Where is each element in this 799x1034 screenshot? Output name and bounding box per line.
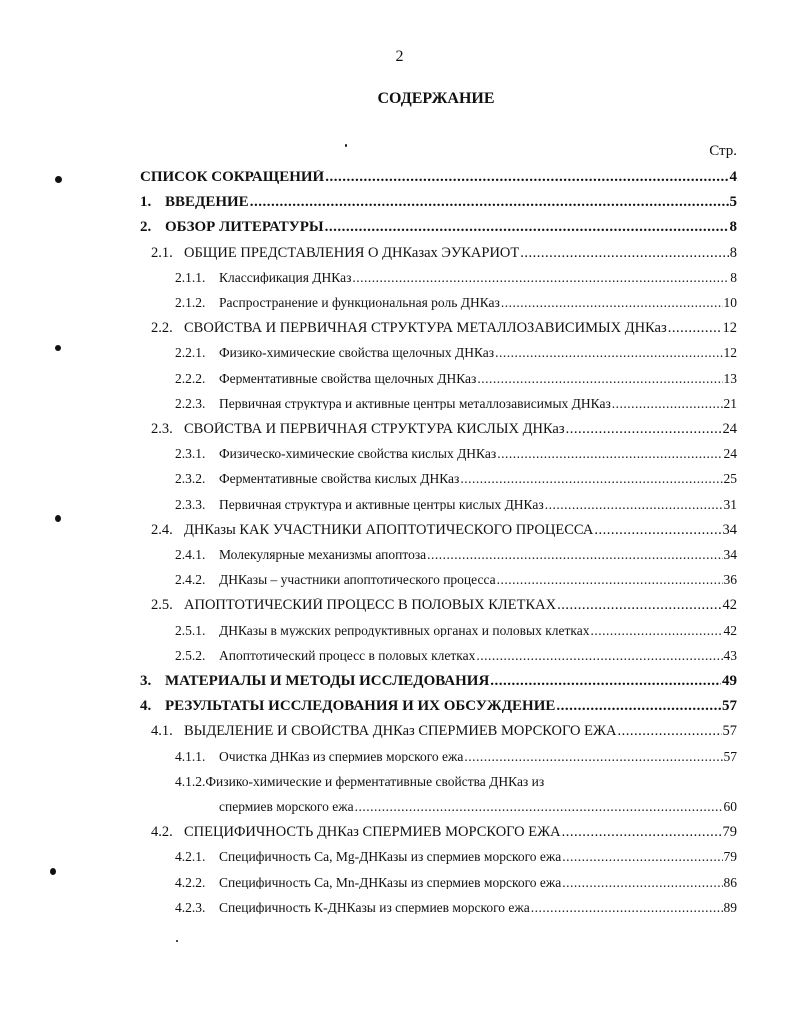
dot-leader <box>476 649 722 663</box>
toc-entry-page: 8 <box>729 220 737 236</box>
toc-entry <box>175 372 737 386</box>
toc-entry-page: 42 <box>722 598 737 613</box>
toc-entry-number: 2.2. <box>151 321 173 336</box>
toc-entry <box>175 472 737 486</box>
toc-entry-title: Специфичность Са, Мg-ДНКазы из спермиев морского ежа <box>219 850 562 864</box>
dot-leader <box>325 170 728 185</box>
toc-entry-number: 3. <box>140 674 152 689</box>
toc-entry-title: ВВЕДЕНИЕ <box>165 195 249 211</box>
dot-leader <box>355 800 723 814</box>
toc-entry-page: 8 <box>729 245 737 261</box>
dot-leader <box>501 296 723 310</box>
toc-entry-page: 57 <box>722 699 737 715</box>
dot-leader <box>427 548 722 562</box>
toc-entry <box>151 321 737 336</box>
dot-leader <box>566 422 722 437</box>
dot-leader <box>325 220 729 235</box>
dot-leader <box>250 195 729 210</box>
toc-entry-number: 2.3. <box>151 422 173 437</box>
toc-entry-title: ДНКазы в мужских репродуктивных органах и половых клетках <box>219 623 590 638</box>
toc-entry-number: 1. <box>140 195 152 211</box>
toc-entry-title: Ферментативные свойства кислых ДНКаз <box>219 472 460 486</box>
dot-leader <box>557 598 721 613</box>
toc-entry <box>140 699 737 714</box>
toc-entry-page: 57 <box>722 724 737 739</box>
scan-speck <box>55 345 61 351</box>
toc-entry-title: Ферментативные свойства щелочных ДНКаз <box>219 371 477 386</box>
toc-entry-title: Физическо-химические свойства кислых ДНКаз <box>219 447 497 461</box>
toc-entry <box>175 498 737 512</box>
dot-leader <box>556 699 721 714</box>
toc-entry-title: Очистка ДНКаз из спермиев морского ежа <box>219 749 464 764</box>
dot-leader <box>520 246 729 261</box>
dot-leader <box>497 447 722 461</box>
dot-leader <box>617 724 721 739</box>
toc-entry-first-line <box>175 775 544 789</box>
toc-entry-title: ОБЗОР ЛИТЕРАТУРЫ <box>165 220 324 236</box>
dot-leader <box>477 372 722 386</box>
toc-entry <box>175 649 737 663</box>
toc-entry-page: 12 <box>723 346 737 360</box>
toc-entry-page: 49 <box>722 674 737 689</box>
toc-entry-title: Молекулярные механизмы апоптоза <box>219 548 427 562</box>
toc-entry-page: 43 <box>723 648 737 663</box>
toc-entry-number: 2.4.2. <box>175 573 206 587</box>
toc-entry <box>175 850 737 864</box>
toc-entry-title: Первичная структура и активные центры кислых ДНКаз <box>219 497 544 512</box>
toc-entry-page: 10 <box>723 296 737 310</box>
toc-entry-title: Специфичность К-ДНКазы из спермиев морского ежа <box>219 900 530 915</box>
toc-entry-title: Классификация ДНКаз <box>219 270 352 285</box>
dot-leader <box>668 321 722 336</box>
dot-leader <box>612 397 723 411</box>
toc-entry-page: 8 <box>730 270 737 285</box>
toc-entry-title: ДНКазы – участники апоптотического процесса <box>219 573 496 587</box>
scan-speck <box>176 940 178 942</box>
toc-entry <box>175 876 737 890</box>
toc-entry-page: 5 <box>729 195 737 211</box>
toc-entry <box>140 674 737 689</box>
toc-entry-title: РЕЗУЛЬТАТЫ ИССЛЕДОВАНИЯ И ИХ ОБСУЖДЕНИЕ <box>165 699 556 715</box>
toc-entry <box>175 573 737 587</box>
page-title: СОДЕРЖАНИЕ <box>377 90 495 107</box>
toc-entry-page: 4 <box>729 170 737 185</box>
toc-entry-number: 2.3.2. <box>175 472 206 486</box>
toc-entry-number: 2.3.1. <box>175 447 206 461</box>
toc-entry <box>151 246 737 261</box>
toc-entry <box>219 800 737 814</box>
toc-entry-number: 4.1.1. <box>175 749 206 764</box>
toc-entry-page: 89 <box>723 900 737 915</box>
toc-entry-number: 2. <box>140 220 152 236</box>
toc-entry-title: Физико-химические свойства щелочных ДНКаз <box>219 346 495 360</box>
toc-entry-page: 79 <box>722 825 737 840</box>
toc-entry-number: 4. <box>140 699 152 715</box>
toc-entry-number: 4.2.2. <box>175 875 206 890</box>
toc-entry-number: 2.1. <box>151 245 173 261</box>
toc-entry-page: 13 <box>723 371 737 386</box>
toc-entry-number: 2.4. <box>151 522 173 538</box>
toc-entry-page: 31 <box>723 497 737 512</box>
toc-entry-title: ОБЩИЕ ПРЕДСТАВЛЕНИЯ О ДНКазах ЭУКАРИОТ <box>184 245 520 261</box>
toc-entry <box>175 271 737 285</box>
toc-entry-number: 2.1.2. <box>175 296 206 310</box>
toc-entry-number: 4.1. <box>151 724 173 739</box>
dot-leader <box>594 523 721 538</box>
toc-entry-title: МАТЕРИАЛЫ И МЕТОДЫ ИССЛЕДОВАНИЯ <box>165 674 490 689</box>
toc-entry <box>175 750 737 764</box>
toc-entry-page: 34 <box>722 522 737 538</box>
toc-entry-title: СПИСОК СОКРАЩЕНИЙ <box>140 170 325 185</box>
toc-entry <box>175 397 737 411</box>
toc-entry-page: 12 <box>722 321 737 336</box>
scan-speck <box>50 868 56 875</box>
toc-entry-page: 24 <box>723 447 737 461</box>
toc-entry-title: СВОЙСТВА И ПЕРВИЧНАЯ СТРУКТУРА МЕТАЛЛОЗАВИСИМЫХ ДНКаз <box>184 321 667 336</box>
toc-entry <box>151 523 737 538</box>
dot-leader <box>495 346 722 360</box>
dot-leader <box>460 472 722 486</box>
toc-entry <box>140 195 737 210</box>
page-column-label: Стр. <box>709 143 737 159</box>
toc-entry-title: СВОЙСТВА И ПЕРВИЧНАЯ СТРУКТУРА КИСЛЫХ ДНКаз <box>184 422 565 437</box>
toc-entry-number: 4.2.3. <box>175 900 206 915</box>
dot-leader <box>562 876 722 890</box>
toc-entry <box>151 422 737 437</box>
toc-entry-title: ДНКазы КАК УЧАСТНИКИ АПОПТОТИЧЕСКОГО ПРОЦЕССА <box>184 522 594 538</box>
toc-entry-page: 36 <box>723 573 737 587</box>
dot-leader <box>562 850 722 864</box>
scan-speck <box>345 144 347 147</box>
toc-entry <box>175 901 737 915</box>
toc-entry-title: Апоптотический процесс в половых клетках <box>219 648 476 663</box>
toc-entry-title: Специфичность Са, Мn-ДНКазы из спермиев морского ежа <box>219 875 562 890</box>
toc-entry-number: 2.2.1. <box>175 346 206 360</box>
toc-entry-number: 2.4.1. <box>175 548 206 562</box>
toc-entry <box>151 598 737 613</box>
dot-leader <box>591 624 723 638</box>
toc-entry-page: 57 <box>723 749 737 764</box>
toc-entry-title: СПЕЦИФИЧНОСТЬ ДНКаз СПЕРМИЕВ МОРСКОГО ЕЖА <box>184 825 561 840</box>
toc-entry <box>140 220 737 235</box>
toc-entry-title: Физико-химические и ферментативные свойства ДНКаз из <box>205 773 545 789</box>
dot-leader <box>497 573 723 587</box>
toc-entry <box>175 447 737 461</box>
dot-leader <box>352 271 729 285</box>
toc-entry-title: АПОПТОТИЧЕСКИЙ ПРОЦЕСС В ПОЛОВЫХ КЛЕТКАХ <box>184 598 557 613</box>
toc-entry-page: 25 <box>723 472 737 486</box>
toc-entry <box>175 624 737 638</box>
toc-entry-number: 4.1.2. <box>175 773 206 789</box>
toc-entry-page: 34 <box>723 548 737 562</box>
toc-entry-page: 86 <box>723 875 737 890</box>
toc-entry-page: 79 <box>723 850 737 864</box>
toc-entry-number: 2.1.1. <box>175 270 206 285</box>
toc-entry-number: 2.2.3. <box>175 396 206 411</box>
toc-entry <box>175 346 737 360</box>
toc-entry <box>151 724 737 739</box>
toc-entry-title: Первичная структура и активные центры металлозависимых ДНКаз <box>219 396 611 411</box>
toc-entry-number: 2.2.2. <box>175 371 206 386</box>
toc-entry <box>140 170 737 185</box>
toc-entry-title: Распространение и функциональная роль ДНКаз <box>219 296 500 310</box>
toc-entry-continuation: спермиев морского ежа <box>219 800 354 814</box>
toc-entry <box>151 825 737 840</box>
dot-leader <box>545 498 723 512</box>
dot-leader <box>562 825 722 840</box>
toc-entry-number: 4.2.1. <box>175 850 206 864</box>
toc-entry-number: 2.5.2. <box>175 648 206 663</box>
toc-entry-number: 4.2. <box>151 825 173 840</box>
toc-entry-number: 2.5.1. <box>175 623 206 638</box>
toc-entry-number: 2.3.3. <box>175 497 206 512</box>
toc-entry <box>175 296 737 310</box>
toc-entry-page: 24 <box>722 422 737 437</box>
toc-entry-page: 21 <box>723 396 737 411</box>
dot-leader <box>531 901 723 915</box>
toc-entry <box>175 548 737 562</box>
toc-entry-page: 60 <box>723 800 737 814</box>
toc-entry-page: 42 <box>723 623 737 638</box>
dot-leader <box>464 750 722 764</box>
toc-entry-title: ВЫДЕЛЕНИЕ И СВОЙСТВА ДНКаз СПЕРМИЕВ МОРСКОГО ЕЖА <box>184 724 617 739</box>
scan-speck <box>55 176 62 183</box>
scan-speck <box>55 515 61 522</box>
dot-leader <box>490 674 721 689</box>
page-number: 2 <box>395 48 404 65</box>
toc-entry-number: 2.5. <box>151 598 173 613</box>
